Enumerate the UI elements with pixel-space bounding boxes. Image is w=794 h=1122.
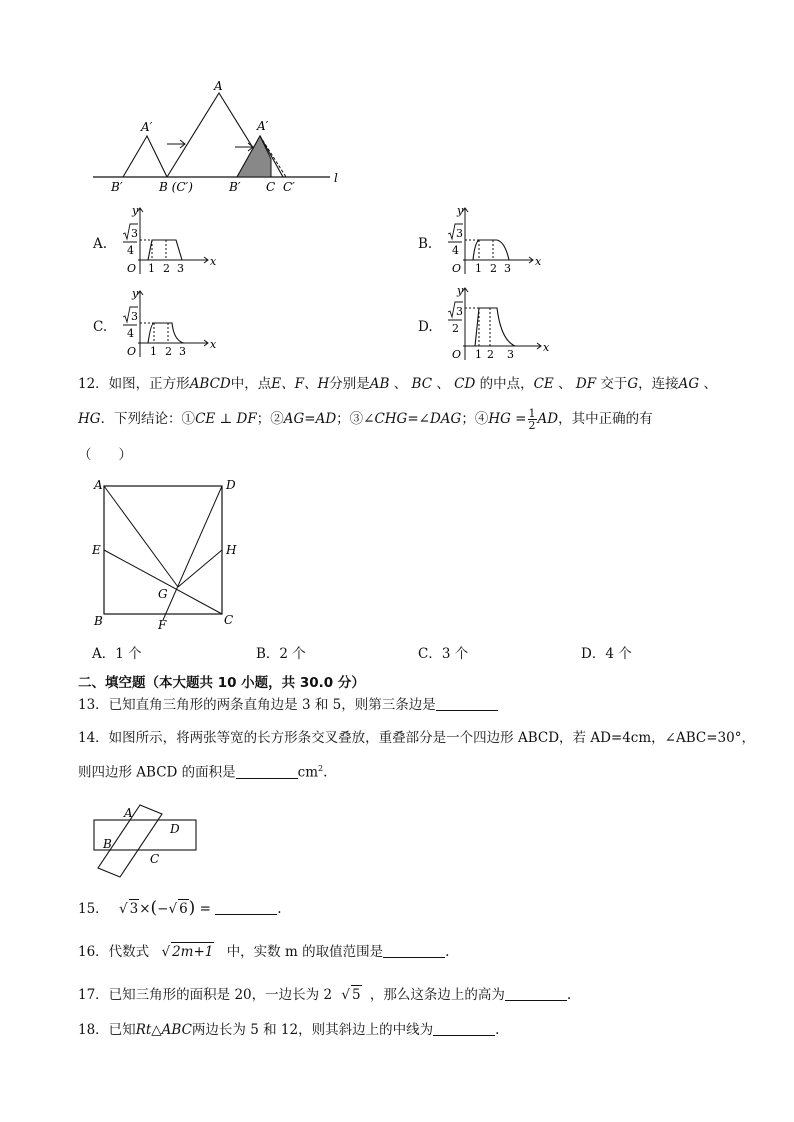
fig11-label-A-prime-right: A′: [257, 119, 269, 133]
svg-text:A: A: [94, 478, 103, 492]
q14-answer-blank[interactable]: [236, 764, 298, 779]
q15-answer-blank[interactable]: [215, 900, 277, 915]
svg-text:O: O: [127, 345, 137, 358]
q16-answer-blank[interactable]: [383, 943, 445, 958]
svg-text:x: x: [210, 255, 217, 268]
svg-text:x: x: [535, 255, 542, 268]
q17-answer-blank[interactable]: [505, 986, 567, 1001]
q11-translation-figure: [85, 78, 355, 196]
q13: 13．已知直角三角形的两条直角边是 3 和 5，则第三条边是: [78, 696, 498, 714]
svg-text:4: 4: [452, 244, 459, 257]
q13-answer-blank[interactable]: [436, 696, 498, 711]
svg-text:A: A: [124, 806, 133, 820]
q14-line2: 则四边形 ABCD 的面积是 $cm^2$.: [78, 764, 328, 781]
q12-option-D[interactable]: D．4 个: [581, 646, 632, 662]
q17: 17．已知三角形的面积是 20，一边长为 2 √ 5 ，那么这条边上的高为 .: [78, 987, 572, 1003]
q11-option-A-letter[interactable]: A.: [93, 236, 108, 252]
svg-text:2: 2: [163, 262, 170, 275]
fig11-label-B-prime-left: B′: [111, 180, 123, 194]
svg-text:G: G: [158, 587, 168, 601]
svg-text:x: x: [210, 338, 217, 351]
svg-text:H: H: [226, 543, 237, 557]
q11-option-D-graph[interactable]: [435, 282, 555, 364]
q18-answer-blank[interactable]: [433, 1021, 495, 1036]
svg-text:C: C: [150, 852, 160, 866]
q16: 16．代数式 √ 2m+1 中，实数 m 的取值范围是 .: [78, 944, 450, 960]
svg-text:O: O: [452, 348, 462, 361]
svg-text:x: x: [543, 341, 550, 354]
svg-text:2: 2: [165, 345, 172, 358]
svg-text:3: 3: [456, 227, 463, 240]
section-heading-fill-in: 二、填空题（本大题共 10 小题，共 30.0 分）: [78, 675, 365, 691]
svg-text:3: 3: [504, 262, 511, 275]
svg-text:B: B: [103, 837, 112, 851]
svg-text:2: 2: [487, 348, 494, 361]
q15: 15． √ 3×(−√ 6) = .: [78, 898, 282, 918]
svg-text:4: 4: [127, 244, 134, 257]
q12-line1: 12．如图，正方形ABCD中，点E、F、H分别是AB 、 BC 、 CD 的中点，CE 、 DF 交于G，连接AG 、: [78, 376, 718, 392]
svg-text:1: 1: [475, 348, 482, 361]
svg-text:3: 3: [131, 227, 138, 240]
q12-option-B[interactable]: B．2 个: [256, 646, 306, 662]
svg-text:D: D: [226, 478, 236, 492]
svg-text:3: 3: [179, 345, 186, 358]
q14-line1: 14．如图所示，将两张等宽的长方形条交叉叠放，重叠部分是一个四边形 ABCD，若 AD=4cm，∠ABC=30°，: [78, 730, 755, 746]
svg-text:O: O: [452, 262, 462, 275]
svg-text:2: 2: [452, 322, 459, 335]
svg-text:3: 3: [507, 348, 514, 361]
q11-option-C-letter[interactable]: C.: [93, 319, 108, 335]
fig11-label-C: C: [266, 180, 276, 194]
q11-option-B-graph[interactable]: [435, 202, 545, 278]
fig11-label-A: A: [214, 79, 223, 93]
svg-text:1: 1: [148, 262, 155, 275]
q12-square-figure: [88, 474, 248, 634]
q11-option-A-graph[interactable]: [110, 202, 220, 278]
fig11-label-B-prime-right: B′: [229, 180, 241, 194]
fig11-label-B-C-prime: B (C′): [159, 180, 193, 194]
svg-text:D: D: [170, 822, 180, 836]
svg-text:y: y: [457, 204, 464, 217]
fig11-label-A-prime-left: A′: [141, 120, 153, 134]
q12-answer-paren: （ ）: [78, 447, 132, 463]
q12-line2: HG．下列结论：①CE ⊥ DF；②AG=AD；③∠CHG=∠DAG；④HG = $\frac{1}{2}$ AD，其中正确的有: [78, 407, 653, 432]
fig11-label-l: l: [334, 171, 338, 185]
svg-text:3: 3: [177, 262, 184, 275]
svg-text:F: F: [158, 618, 167, 632]
q14-strips-figure: [88, 800, 210, 880]
q12-option-A[interactable]: A．1 个: [92, 646, 142, 662]
svg-text:C: C: [224, 613, 234, 627]
svg-text:E: E: [92, 543, 101, 557]
svg-text:1: 1: [150, 345, 157, 358]
q11-option-C-graph[interactable]: [110, 285, 220, 361]
svg-text:2: 2: [490, 262, 497, 275]
q11-option-B-letter[interactable]: B.: [418, 236, 433, 252]
q11-option-D-letter[interactable]: D.: [418, 319, 433, 335]
svg-text:3: 3: [131, 310, 138, 323]
svg-text:4: 4: [127, 327, 134, 340]
q18: 18．已知Rt△ABC两边长为 5 和 12，则其斜边上的中线为 .: [78, 1022, 500, 1038]
svg-text:1: 1: [475, 262, 482, 275]
fig11-label-C-prime: C′: [283, 180, 295, 194]
svg-text:3: 3: [456, 305, 463, 318]
svg-text:B: B: [94, 614, 103, 628]
svg-text:y: y: [457, 284, 464, 297]
svg-text:O: O: [127, 262, 137, 275]
q12-option-C[interactable]: C．3 个: [418, 646, 469, 662]
svg-text:y: y: [132, 204, 139, 217]
svg-text:y: y: [132, 287, 139, 300]
